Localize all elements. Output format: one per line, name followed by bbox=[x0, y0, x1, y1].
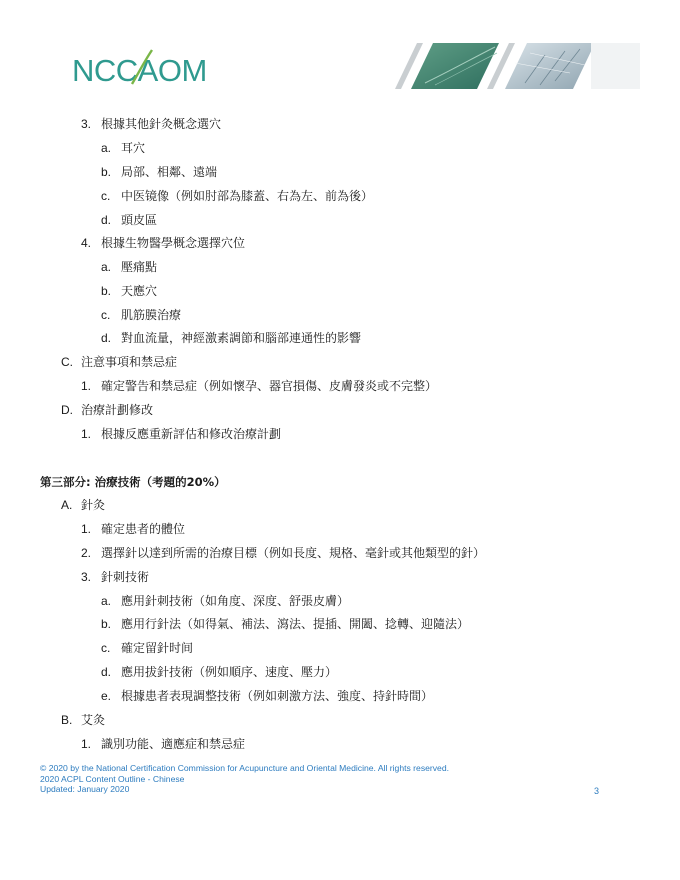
outline-item: d. 應用拔針技術（例如順序、速度、壓力） bbox=[101, 665, 338, 679]
part-heading: 第三部分: 治療技術（考題的20%） bbox=[40, 475, 226, 489]
outline-section: C. 注意事項和禁忌症 bbox=[61, 355, 178, 369]
outline-item: 3. 針刺技術 bbox=[81, 570, 150, 584]
outline-item: 1. 識別功能、適應症和禁忌症 bbox=[81, 737, 246, 751]
page-header bbox=[0, 38, 680, 92]
nccaom-logo bbox=[72, 48, 222, 88]
outline-item: b. 應用行針法（如得氣、補法、瀉法、提插、開闔、捻轉、迎隨法） bbox=[101, 617, 470, 631]
outline-item: a. 壓痛點 bbox=[101, 260, 158, 274]
outline-item: 2. 選擇針以達到所需的治療目標（例如長度、規格、毫針或其他類型的針） bbox=[81, 546, 486, 560]
outline-item: c. 中医镜像（例如肘部為膝蓋、右為左、前為後） bbox=[101, 189, 374, 203]
updated-date: Updated: January 2020 bbox=[40, 784, 130, 795]
page-number: 3 bbox=[593, 786, 599, 796]
outline-item: 1. 確定警告和禁忌症（例如懷孕、器官損傷、皮膚發炎或不完整） bbox=[81, 379, 438, 393]
outline-item: c. 確定留針时间 bbox=[101, 641, 194, 655]
copyright-text: © 2020 by the National Certification Commission for Acupuncture and Oriental Medicine. All rights reserved. bbox=[40, 763, 450, 773]
page-footer bbox=[40, 763, 640, 795]
outline-item: e. 根據患者表現調整技術（例如刺激方法、強度、持針時間） bbox=[101, 689, 434, 703]
outline-item: a. 耳穴 bbox=[101, 141, 146, 155]
outline-item: d. 頭皮區 bbox=[101, 213, 158, 227]
outline-section: A. 針灸 bbox=[61, 498, 106, 512]
outline-section: D. 治療計劃修改 bbox=[61, 403, 154, 417]
outline-item: b. 局部、相鄰、遠端 bbox=[101, 165, 218, 179]
outline-item: b. 天應穴 bbox=[101, 284, 158, 298]
outline-item: 1. 根據反應重新評估和修改治療計劃 bbox=[81, 427, 282, 441]
outline-item: 4. 根據生物醫學概念選擇穴位 bbox=[81, 236, 246, 250]
outline-item: c. 肌筋膜治療 bbox=[101, 308, 182, 322]
outline-item: d. 對血流量，神經激素調節和腦部連通性的影響 bbox=[101, 331, 362, 345]
logo-text: NCCAOM bbox=[72, 53, 207, 88]
outline-item: 3. 根據其他針灸概念選穴 bbox=[81, 117, 222, 131]
outline-section: B. 艾灸 bbox=[61, 713, 106, 727]
header-banner-image bbox=[395, 43, 640, 89]
outline-item: 1. 確定患者的體位 bbox=[81, 522, 186, 536]
outline-item: a. 應用針刺技術（如角度、深度、舒張皮膚） bbox=[101, 594, 350, 608]
document-title: 2020 ACPL Content Outline - Chinese bbox=[40, 773, 185, 784]
